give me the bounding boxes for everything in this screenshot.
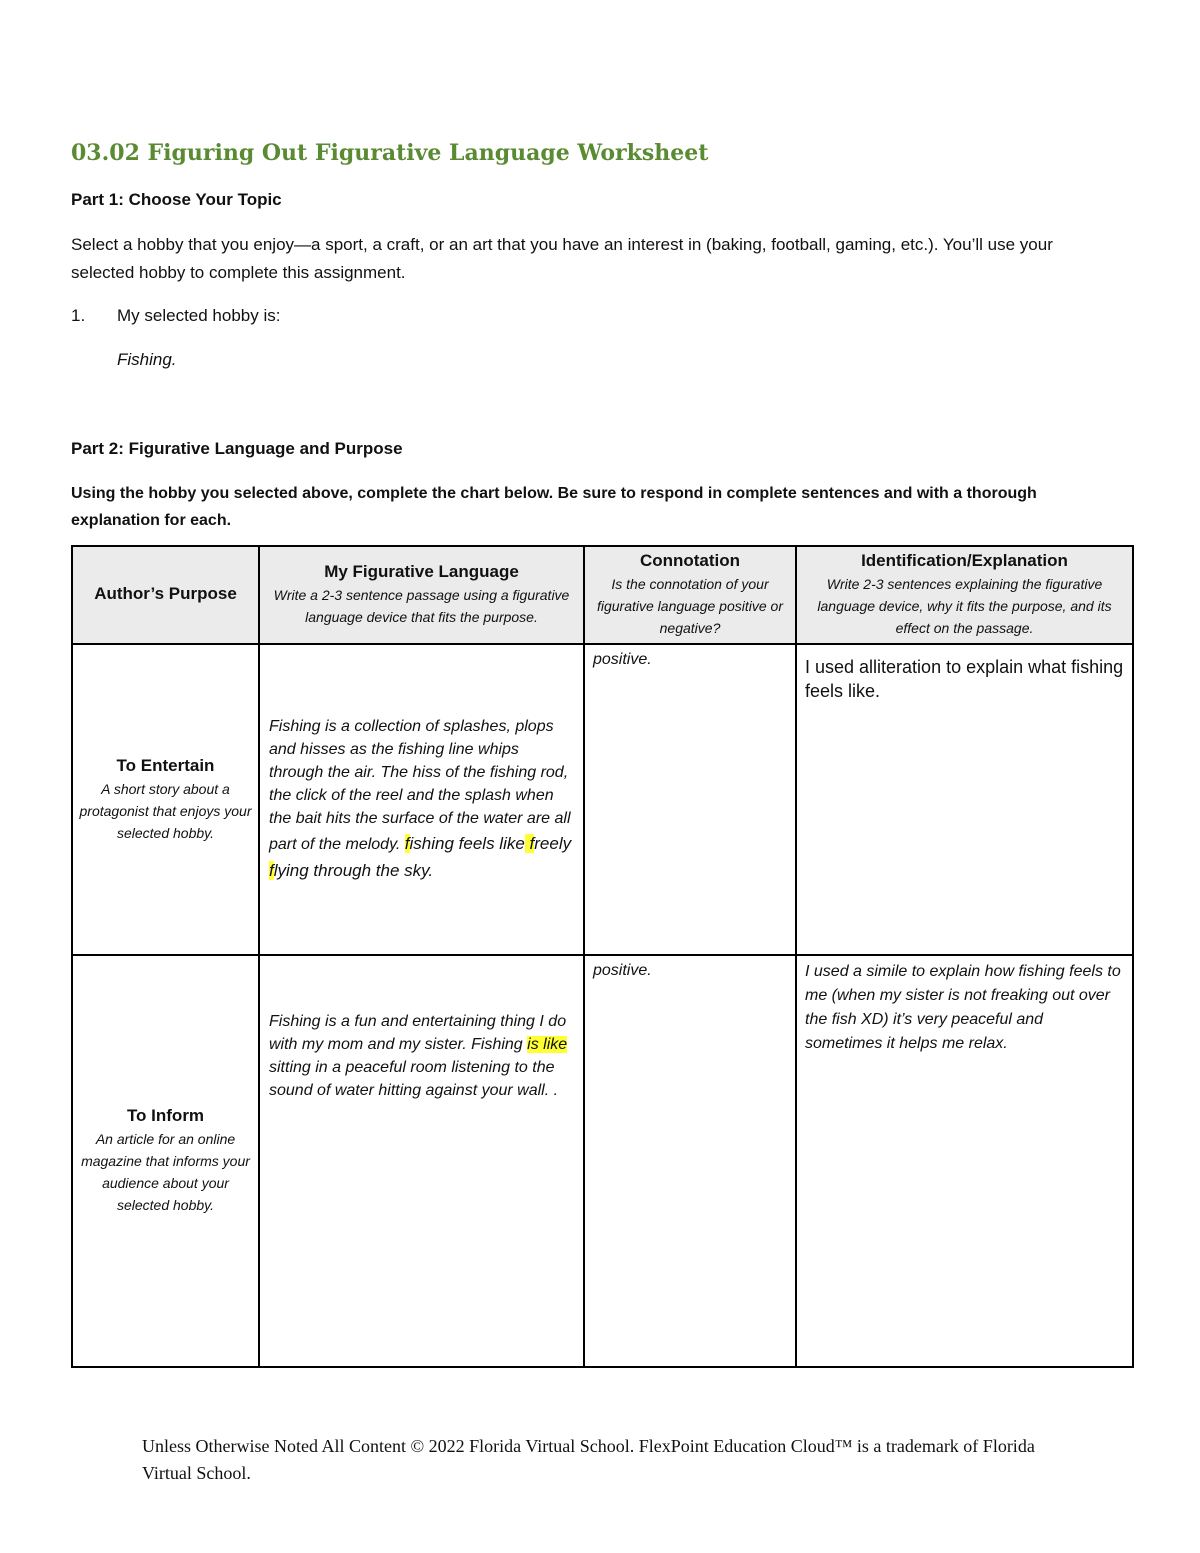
table-row [72, 955, 1133, 1367]
header-purpose: Author’s Purpose [72, 546, 259, 644]
purpose-cell: To Inform An article for an online magazine that informs your audience about your selected hobby. [72, 955, 259, 1367]
table-row [72, 644, 1133, 955]
explanation-answer[interactable]: I used a simile to explain how fishing feels to me (when my sister is not freaking out over the fish XD) it’s very peaceful and sometimes it helps me relax. [796, 955, 1133, 1367]
part2-instructions: Using the hobby you selected above, complete the chart below. Be sure to respond in complete sentences and with a thorough explanation for each. [71, 485, 1037, 529]
highlight: is like [527, 1036, 568, 1053]
hobby-answer: Fishing. [117, 350, 177, 369]
connotation-answer[interactable]: positive. [584, 955, 796, 1367]
figurative-passage[interactable]: Fishing is a fun and entertaining thing I do with my mom and my sister. Fishing is like sitting in a peaceful room listening to the sound of water hitting against your wall. . [259, 955, 584, 1367]
purpose-cell: To Entertain A short story about a protagonist that enjoys your selected hobby. [72, 644, 259, 955]
part1-heading: Part 1: Choose Your Topic [71, 190, 282, 209]
figurative-language-chart [71, 545, 1134, 1368]
highlight: f [524, 834, 535, 853]
table-header-row [72, 546, 1133, 644]
header-figurative: My Figurative Language Write a 2-3 sentence passage using a figurative language device that fits the purpose. [259, 546, 584, 644]
highlight: f [269, 861, 274, 880]
connotation-answer[interactable]: positive. [584, 644, 796, 955]
part1-instructions: Select a hobby that you enjoy—a sport, a craft, or an art that you have an interest in (baking, football, gaming, etc.). You’ll use your selected hobby to complete this assignment. [71, 235, 1053, 282]
explanation-answer[interactable]: I used alliteration to explain what fishing feels like. [796, 644, 1133, 955]
page-title: 03.02 Figuring Out Figurative Language Worksheet [71, 140, 709, 166]
list-number: 1. [71, 306, 86, 325]
part2-heading: Part 2: Figurative Language and Purpose [71, 439, 403, 458]
header-explanation: Identification/Explanation Write 2-3 sentences explaining the figurative language device, why it fits the purpose, and its effect on the passage. [796, 546, 1133, 644]
highlight: f [404, 834, 410, 853]
header-connotation: Connotation Is the connotation of your figurative language positive or negative? [584, 546, 796, 644]
hobby-label: My selected hobby is: [117, 306, 281, 325]
figurative-passage[interactable]: Fishing is a collection of splashes, plops and hisses as the fishing line whips through the air. The hiss of the fishing rod, the click of the reel and the splash when the bait hits the surface of the water are all part of the melody. fishing feels like freely flying through the sky. [259, 644, 584, 955]
copyright-footer: Unless Otherwise Noted All Content © 2022 Florida Virtual School. FlexPoint Education Cloud™ is a trademark of Florida Virtual School. [142, 1436, 1035, 1483]
hobby-prompt [71, 306, 280, 326]
